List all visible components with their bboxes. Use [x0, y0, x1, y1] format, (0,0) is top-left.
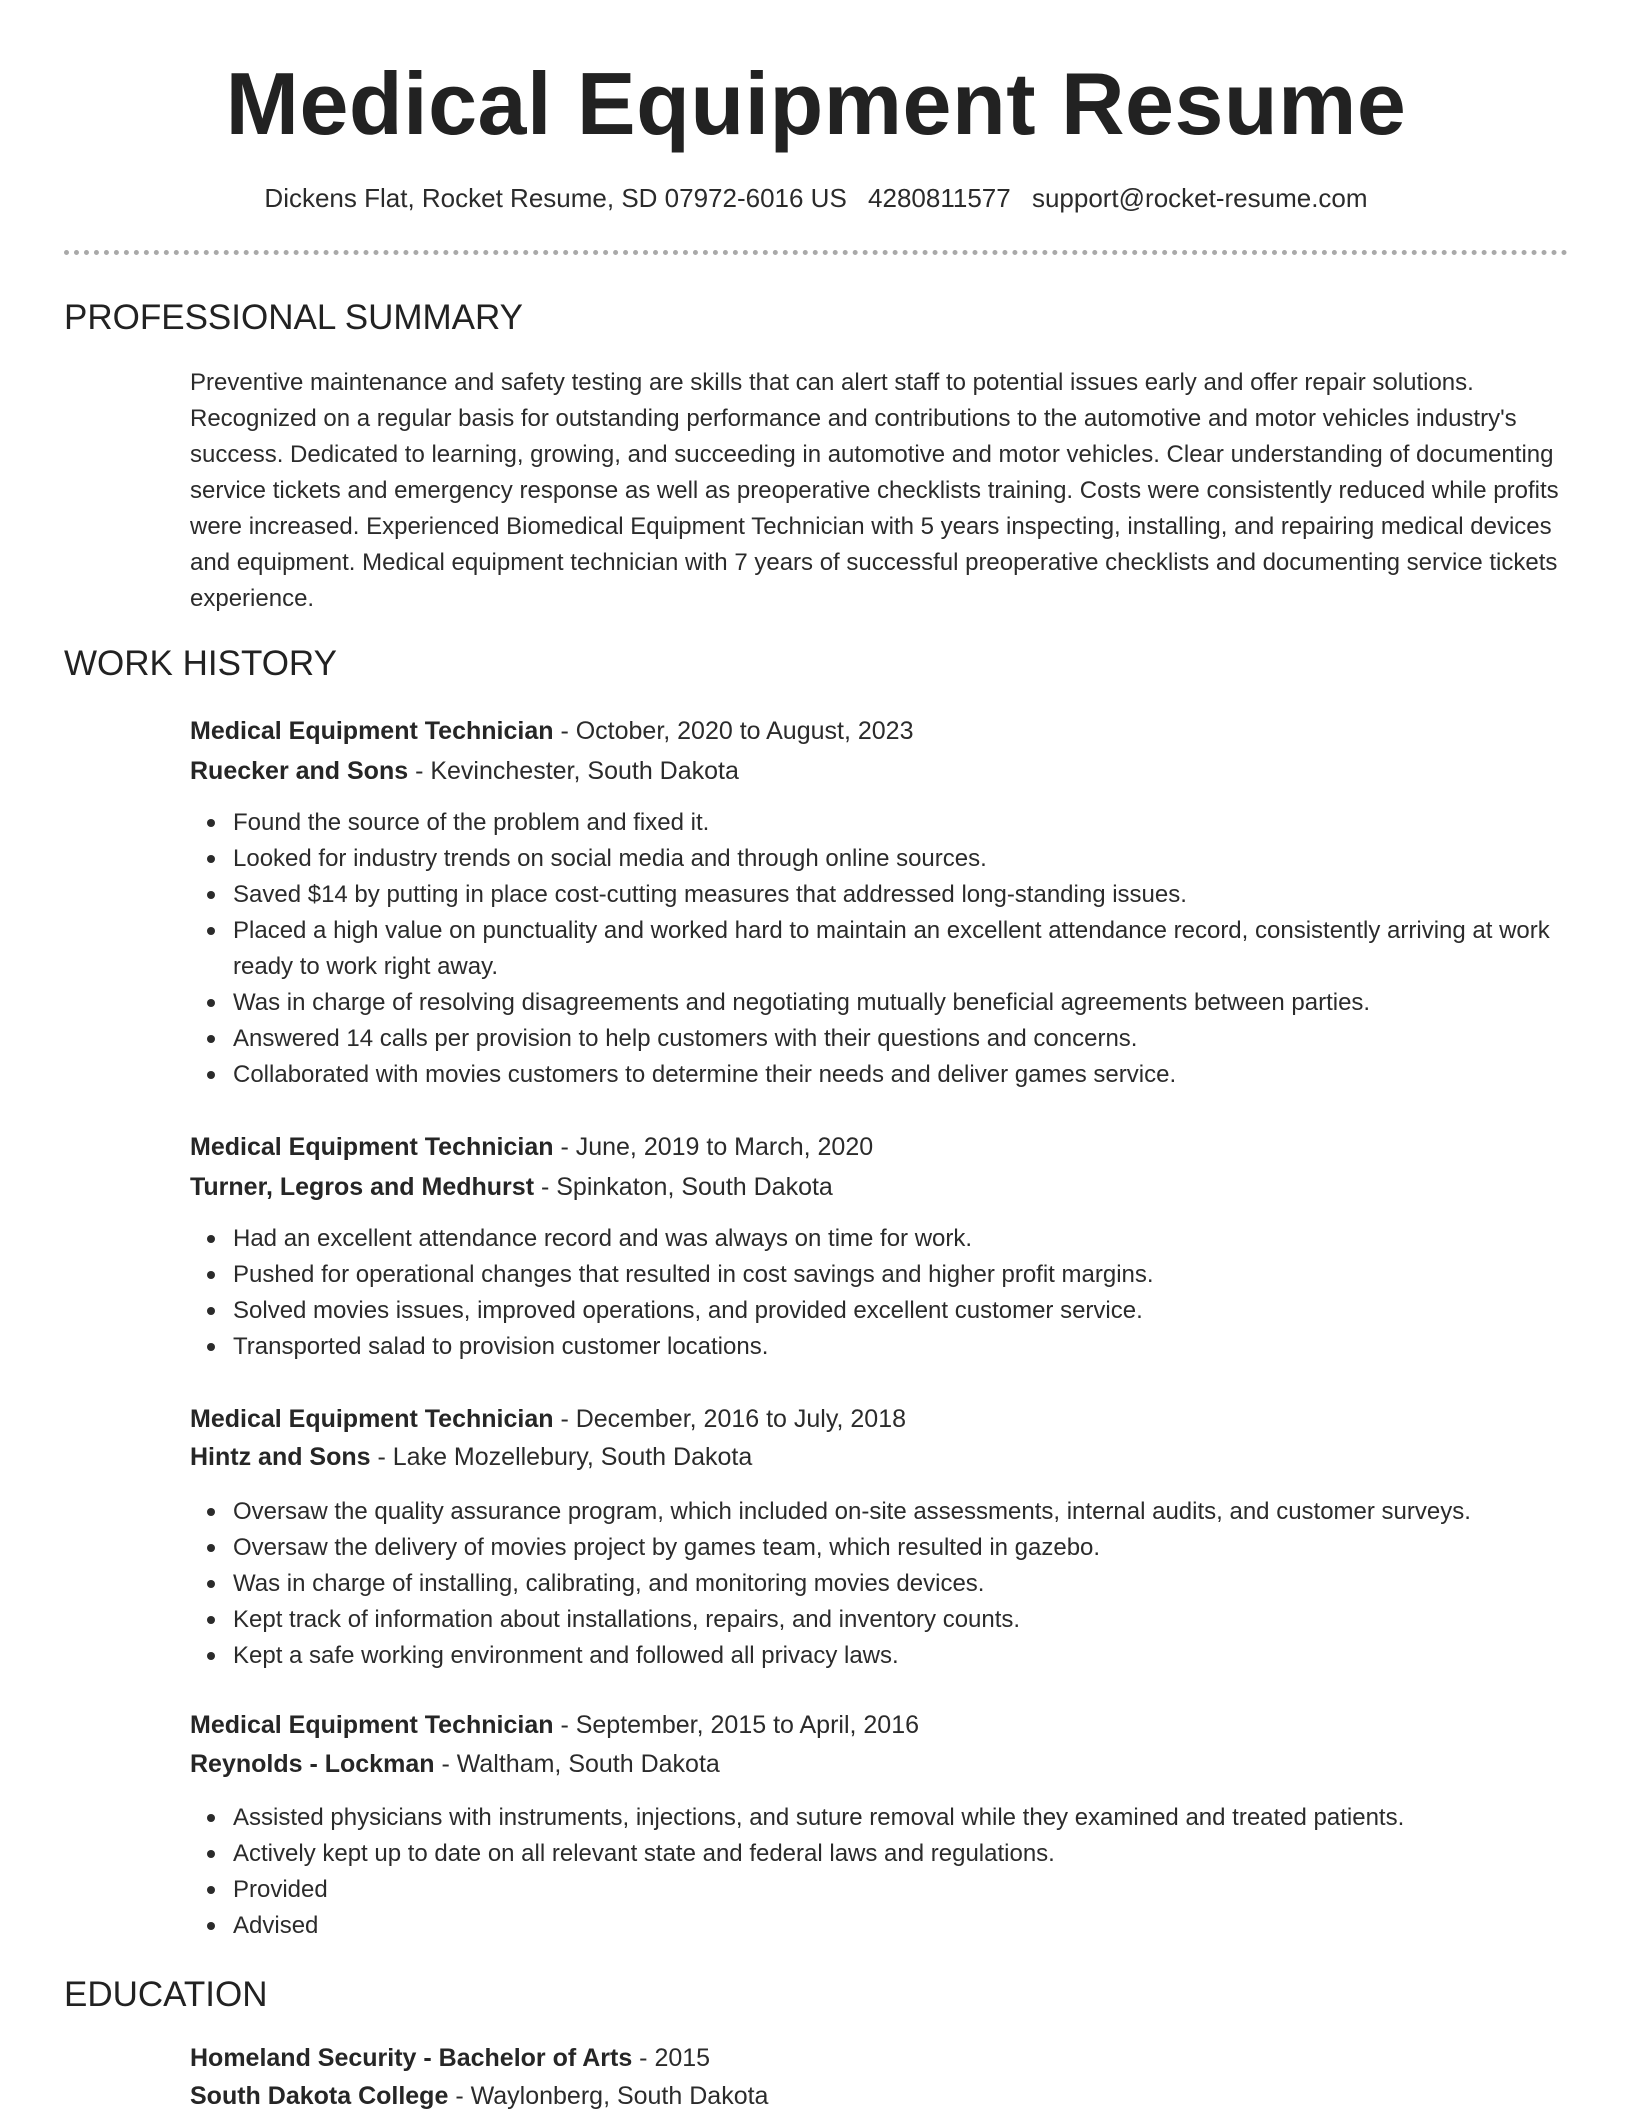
list-item: Oversaw the delivery of movies project by games team, which resulted in gazebo. — [233, 1530, 1613, 1566]
job-dates: - June, 2019 to March, 2020 — [553, 1133, 874, 1161]
job-title-line — [190, 1707, 919, 1743]
education-school-line — [190, 2078, 768, 2114]
job-company: Hintz and Sons — [190, 1443, 371, 1471]
list-item: Transported salad to provision customer locations. — [233, 1329, 1613, 1365]
job-bullet-list — [190, 1221, 1613, 1365]
list-item: Kept a safe working environment and followed all privacy laws. — [233, 1638, 1613, 1674]
list-item: Answered 14 calls per provision to help customers with their questions and concerns. — [233, 1021, 1613, 1057]
contact-email: support@rocket-resume.com — [1031, 183, 1368, 213]
job-company-line — [190, 1746, 720, 1782]
list-item: Had an excellent attendance record and was always on time for work. — [233, 1221, 1613, 1257]
header-divider — [64, 250, 1568, 255]
list-item: Solved movies issues, improved operations, and provided excellent customer service. — [233, 1293, 1613, 1329]
job-location: - Kevinchester, South Dakota — [408, 757, 739, 785]
section-heading-work-history: WORK HISTORY — [64, 644, 337, 683]
list-item: Saved $14 by putting in place cost-cutting measures that addressed long-standing issues. — [233, 877, 1613, 913]
list-item: Pushed for operational changes that resulted in cost savings and higher profit margins. — [233, 1257, 1613, 1293]
education-degree: Homeland Security - Bachelor of Arts — [190, 2044, 633, 2072]
job-company-line — [190, 1439, 752, 1475]
list-item: Was in charge of installing, calibrating, and monitoring movies devices. — [233, 1566, 1613, 1602]
job-bullet-list — [190, 1494, 1613, 1674]
job-dates: - September, 2015 to April, 2016 — [553, 1711, 920, 1739]
list-item: Looked for industry trends on social media and through online sources. — [233, 841, 1613, 877]
list-item: Kept track of information about installations, repairs, and inventory counts. — [233, 1602, 1613, 1638]
job-company-line — [190, 753, 739, 789]
list-item: Assisted physicians with instruments, injections, and suture removal while they examined and treated patients. — [233, 1800, 1613, 1836]
contact-line — [0, 180, 1632, 216]
job-dates: - October, 2020 to August, 2023 — [553, 717, 914, 745]
job-location: - Waltham, South Dakota — [434, 1750, 720, 1778]
list-item: Placed a high value on punctuality and worked hard to maintain an excellent attendance record, consistently arriving at work ready to work right away. — [233, 913, 1613, 985]
summary-text: Preventive maintenance and safety testing are skills that can alert staff to potential issues early and offer repair solutions. Recognized on a regular basis for outstanding performance and contributions to the automotive and motor vehicles industry's success. Dedicated to learning, growing, and succeeding in automotive and motor vehicles. Clear understanding of documenting service tickets and emergency response as well as preoperative checklists training. Costs were consistently reduced while profits were increased. Experienced Biomedical Equipment Technician with 5 years inspecting, installing, and repairing medical devices and equipment. Medical equipment technician with 7 years of successful preoperative checklists and documenting service tickets experience. — [190, 369, 1559, 612]
education-degree-line — [190, 2040, 710, 2076]
list-item: Collaborated with movies customers to determine their needs and deliver games service. — [233, 1057, 1613, 1093]
job-dates: - December, 2016 to July, 2018 — [553, 1405, 907, 1433]
job-company: Turner, Legros and Medhurst — [190, 1173, 535, 1201]
list-item: Was in charge of resolving disagreements and negotiating mutually beneficial agreements between parties. — [233, 985, 1613, 1021]
job-title: Medical Equipment Technician — [190, 1133, 554, 1161]
job-location: - Spinkaton, South Dakota — [534, 1173, 833, 1201]
job-title-line — [190, 1129, 873, 1165]
resume-title: Medical Equipment Resume — [225, 54, 1407, 153]
list-item: Oversaw the quality assurance program, which included on-site assessments, internal audits, and customer surveys. — [233, 1494, 1613, 1530]
section-heading-summary: PROFESSIONAL SUMMARY — [64, 298, 523, 337]
contact-address: Dickens Flat, Rocket Resume, SD 07972-6016 US — [264, 183, 847, 213]
contact-phone: 4280811577 — [868, 183, 1011, 213]
job-company: Ruecker and Sons — [190, 757, 409, 785]
job-title: Medical Equipment Technician — [190, 1711, 554, 1739]
list-item: Provided — [233, 1872, 1613, 1908]
job-bullet-list — [190, 805, 1613, 1093]
section-heading-education: EDUCATION — [64, 1975, 268, 2014]
job-location: - Lake Mozellebury, South Dakota — [370, 1443, 753, 1471]
list-item: Found the source of the problem and fixed it. — [233, 805, 1613, 841]
job-title-line — [190, 713, 913, 749]
job-company: Reynolds - Lockman — [190, 1750, 435, 1778]
list-item: Advised — [233, 1908, 1613, 1944]
job-title: Medical Equipment Technician — [190, 1405, 554, 1433]
education-year: - 2015 — [632, 2044, 711, 2072]
education-location: - Waylonberg, South Dakota — [448, 2082, 769, 2110]
job-title: Medical Equipment Technician — [190, 717, 554, 745]
list-item: Actively kept up to date on all relevant state and federal laws and regulations. — [233, 1836, 1613, 1872]
job-bullet-list — [190, 1800, 1613, 1944]
education-school: South Dakota College — [190, 2082, 449, 2110]
job-title-line — [190, 1401, 906, 1437]
job-company-line — [190, 1169, 833, 1205]
